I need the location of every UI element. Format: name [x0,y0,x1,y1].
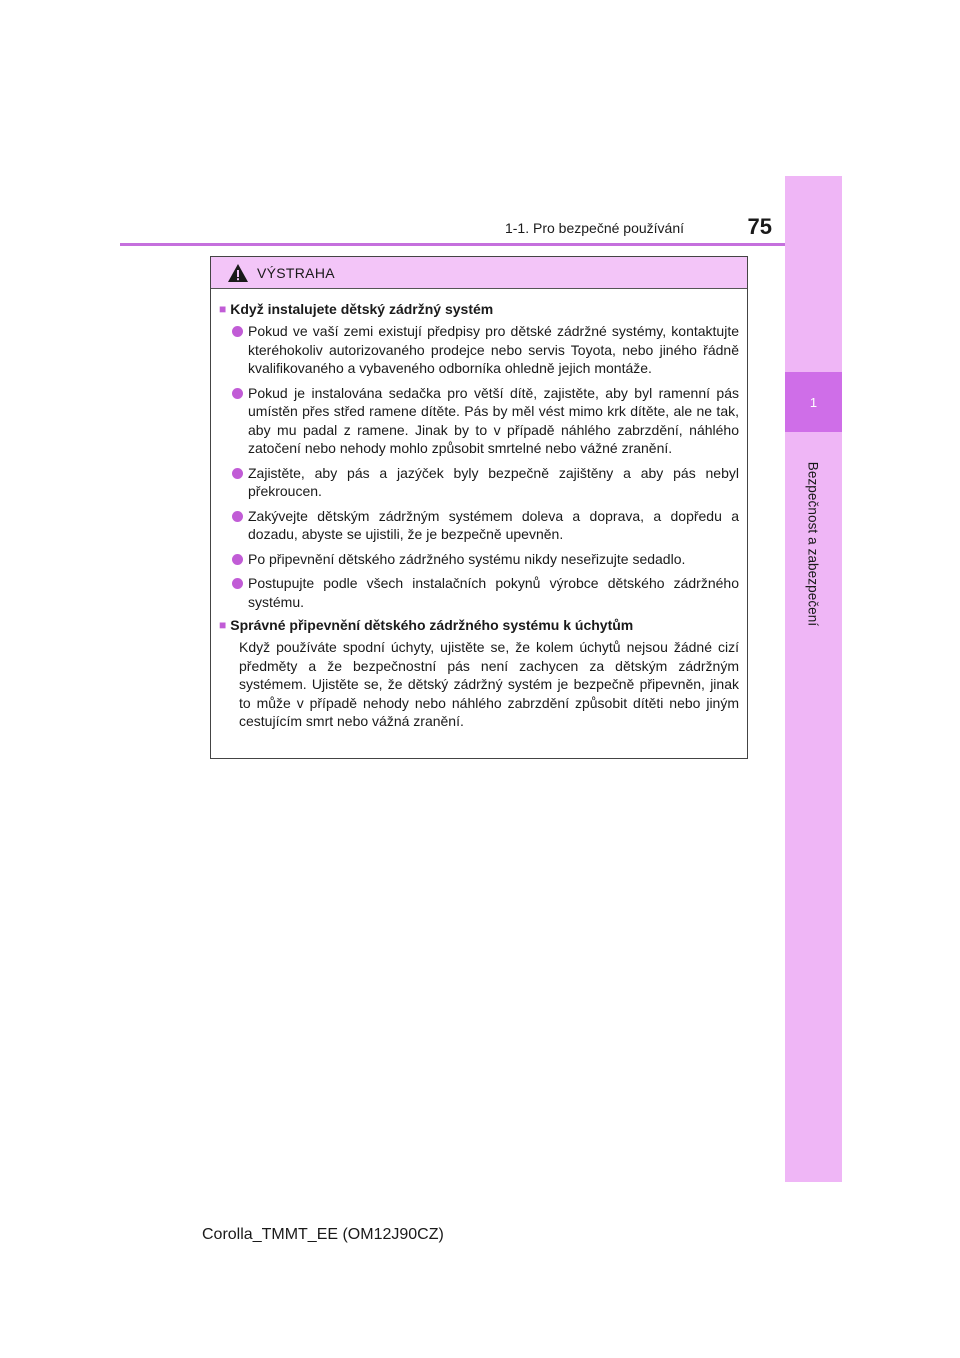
warning-body [211,289,747,731]
chapter-title: Bezpečnost a zabezpečení [805,461,821,627]
list-item [219,464,739,501]
side-tab [785,176,842,1182]
warning-title: VÝSTRAHA [257,264,335,281]
warning-triangle-icon [227,263,249,283]
bullet-dot-icon [232,578,243,589]
list-item [219,322,739,378]
list-item-text: Zakývejte dětským zádržným systémem doleva a doprava, a dopředu a dozadu, abyste se ujistili, že je bezpečně upevněn. [248,507,739,542]
warning-header [211,257,747,289]
section-paragraph: Když používáte spodní úchyty, ujistěte se, že kolem úchytů nejsou žádné cizí předměty a že bezpečnostní pás není zachycen za dětským zádržným systémem. Ujistěte se, že dětský zádržný systém je bezpečně připevněn, jinak to může v případě nehody nebo náhlého zabrzdění způsobit dítěti nebo jiným cestujícím smrt nebo vážná zranění. [239,639,739,729]
list-item-text: Pokud je instalována sedačka pro větší dítě, zajistěte, aby byl ramenní pás umístěn přes střed ramene dítěte. Pás by měl vést mimo krk dítěte, ale ne tak, aby mu padal z ramene. Jinak by to v případě náhlého zabrzdění, náhlého zatočení nebo nehody mohlo způsobit smrtelné nebo vážné zranění. [248,384,739,456]
list-item [219,507,739,544]
warning-box [210,256,748,759]
list-item-text: Pokud ve vaší zemi existují předpisy pro dětské zádržné systémy, kontaktujte kteréhokoliv autorizovaného prodejce nebo servis Toyota, nebo jiného řádně kvalifikovaného a vybaveného odborníka ohledně jejich montáže. [248,323,739,376]
bullet-dot-icon [232,554,243,565]
bullet-dot-icon [232,468,243,479]
bullet-dot-icon [232,511,243,522]
chapter-number-tab[interactable] [785,372,842,432]
square-bullet-icon: ■ [219,618,227,632]
square-bullet-icon: ■ [219,302,227,316]
section-heading [219,617,739,633]
list-item-text: Po připevnění dětského zádržného systému nikdy neseřizujte sedadlo. [248,550,686,567]
list-item [219,574,739,611]
section-heading-text: Správné připevnění dětského zádržného systému k úchytům [230,617,634,633]
chapter-number: 1 [809,394,818,410]
bullet-dot-icon [232,326,243,337]
page-number: 75 [747,214,772,239]
list-item [219,550,739,569]
list-item-text: Zajistěte, aby pás a jazýček byly bezpečně zajištěny a aby pás nebyl překroucen. [248,464,739,499]
list-item-text: Postupujte podle všech instalačních pokynů výrobce dětského zádržného systému. [248,575,739,610]
document-id: Corolla_TMMT_EE (OM12J90CZ) [202,1226,444,1243]
section-heading [219,301,739,317]
section-heading-text: Když instalujete dětský zádržný systém [230,301,494,317]
header-rule [120,243,785,246]
bullet-dot-icon [232,388,243,399]
list-item [219,384,739,458]
section-title: 1-1. Pro bezpečné používání [504,220,684,236]
